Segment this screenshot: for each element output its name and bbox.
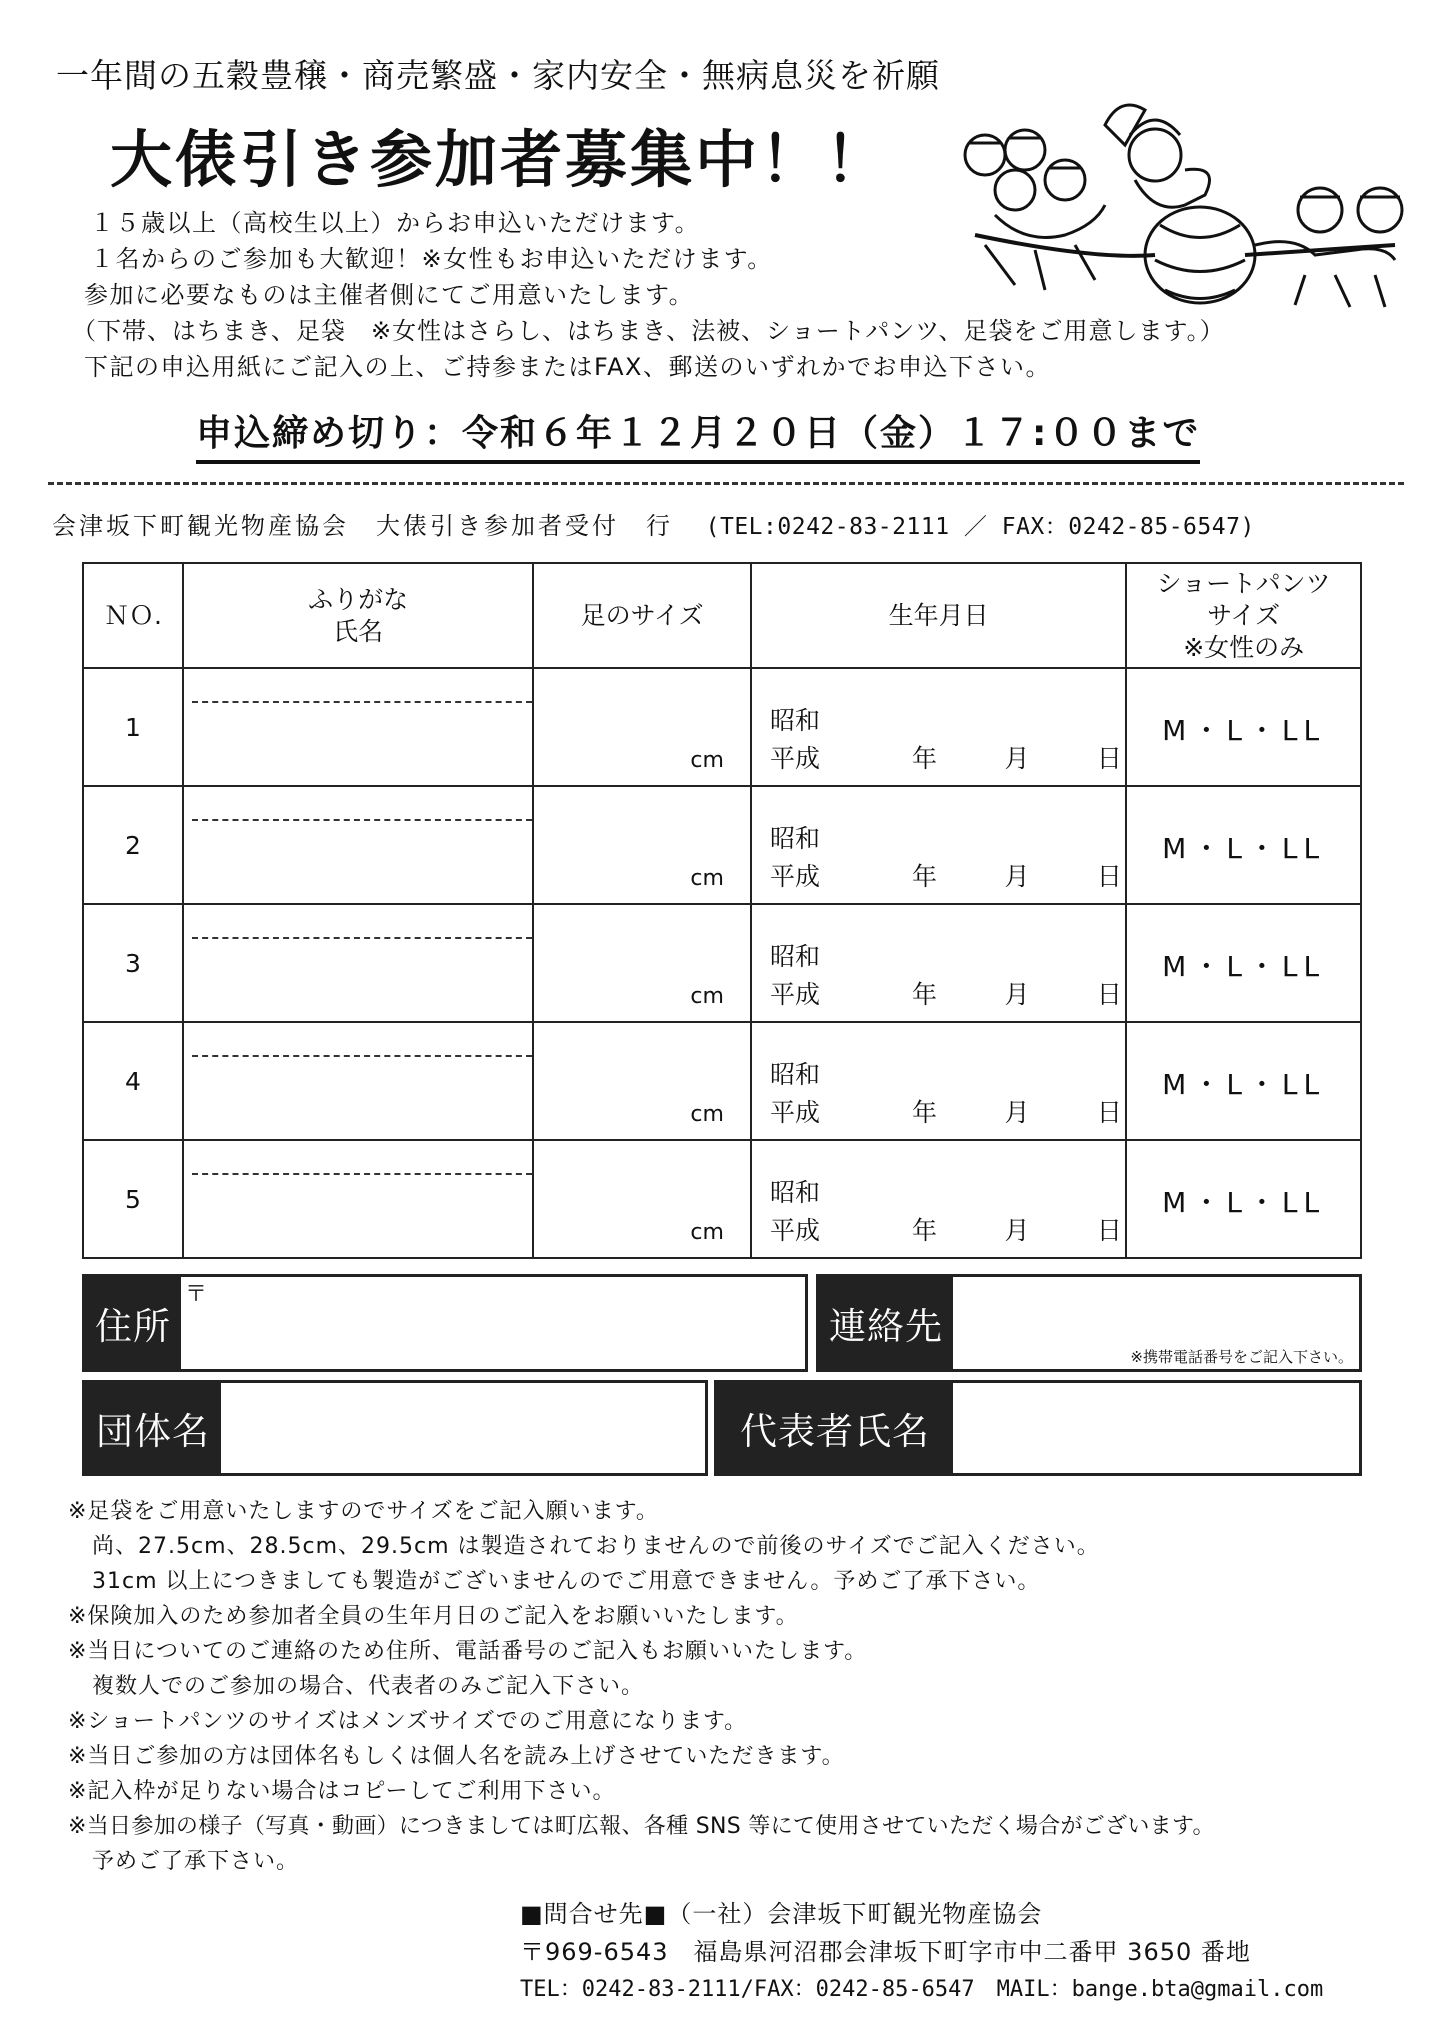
era-heisei: 平成 [769, 980, 820, 1009]
note-line: ※保険加入のため参加者全員の生年月日のご記入をお願いいたします。 [68, 1604, 799, 1629]
table-row [83, 786, 1361, 904]
day-unit: 日 [1096, 1098, 1122, 1127]
group-name-label: 団体名 [85, 1383, 221, 1473]
era-showa: 昭和 [769, 1178, 820, 1207]
contact-field[interactable] [816, 1274, 1362, 1372]
row-number: 5 [83, 1140, 183, 1258]
day-unit: 日 [1096, 862, 1122, 891]
addressee-text: 会津坂下町観光物産協会 大俵引き参加者受付 行 [52, 512, 673, 540]
intro-line: （下帯、はちまき、足袋 ※女性はさらし、はちまき、法被、ショートパンツ、足袋をご用意します。） [72, 317, 1225, 345]
contact-address: 〒969-6543 福島県河沼郡会津坂下町字市中二番甲 3650 番地 [520, 1938, 1251, 1966]
addressee-tel-fax: (TEL:0242-83-2111 ／ FAX：0242-85-6547) [705, 514, 1255, 540]
date-units [912, 739, 1122, 775]
row-number: 3 [83, 904, 183, 1022]
era-showa: 昭和 [769, 824, 820, 853]
note-line: 尚、27.5cm、28.5cm、29.5cm は製造されておりませんので前後のサイズでご記入ください。 [92, 1534, 1100, 1559]
shorts-size-choice-cell[interactable] [1126, 786, 1361, 904]
intro-line: １５歳以上（高校生以上）からお申込いただけます。 [90, 209, 701, 237]
birthdate-input-cell[interactable] [751, 1022, 1126, 1140]
cm-unit: cm [690, 1102, 724, 1127]
note-line: ※当日参加の様子（写真・動画）につきましては町広報、各種 SNS 等にて使用させていただく場合がございます。 [68, 1814, 1215, 1839]
table-row [83, 1140, 1361, 1258]
note-line: ※ショートパンツのサイズはメンズサイズでのご用意になります。 [68, 1709, 748, 1734]
era-heisei: 平成 [769, 744, 820, 773]
cut-line-divider [48, 482, 1404, 485]
note-line: ※当日ご参加の方は団体名もしくは個人名を読み上げさせていただきます。 [68, 1744, 845, 1769]
furigana-divider [192, 1173, 532, 1175]
addressee-line [52, 506, 1255, 541]
era-showa: 昭和 [769, 706, 820, 735]
era-heisei: 平成 [769, 1098, 820, 1127]
month-unit: 月 [1004, 744, 1030, 773]
note-line: 31cm 以上につきましても製造がございませんのでご用意できません。予めご了承下さい。 [92, 1569, 1041, 1594]
foot-size-input-cell[interactable] [533, 668, 751, 786]
row-number: 1 [83, 668, 183, 786]
cm-unit: cm [690, 1220, 724, 1245]
shorts-size-choice-cell[interactable] [1126, 1140, 1361, 1258]
size-options: M・L・LL [1162, 714, 1326, 747]
size-options: M・L・LL [1162, 950, 1326, 983]
address-label: 住所 [85, 1277, 181, 1369]
representative-name-label: 代表者氏名 [717, 1383, 953, 1473]
era-showa: 昭和 [769, 1060, 820, 1089]
group-name-field[interactable] [82, 1380, 708, 1476]
month-unit: 月 [1004, 980, 1030, 1009]
prayer-line: 一年間の五穀豊穣・商売繁盛・家内安全・無病息災を祈願 [56, 56, 940, 95]
shorts-size-choice-cell[interactable] [1126, 1022, 1361, 1140]
intro-line: １名からのご参加も大歓迎！※女性もお申込いただけます。 [90, 245, 773, 273]
year-unit: 年 [911, 980, 937, 1009]
postal-mark: 〒 [185, 1282, 208, 1307]
year-unit: 年 [911, 862, 937, 891]
furigana-divider [192, 1055, 532, 1057]
size-options: M・L・LL [1162, 1186, 1326, 1219]
table-row [83, 668, 1361, 786]
year-unit: 年 [911, 1216, 937, 1245]
furigana-divider [192, 701, 532, 703]
year-unit: 年 [911, 1098, 937, 1127]
day-unit: 日 [1096, 744, 1122, 773]
contact-heading: ■問合せ先■（一社）会津坂下町観光物産協会 [520, 1900, 1043, 1928]
header-shorts-l1: ショートパンツ [1156, 568, 1331, 598]
cm-unit: cm [690, 866, 724, 891]
notes-section [68, 1494, 1215, 1879]
contact-info [520, 1895, 1323, 2009]
header-foot-size: 足のサイズ [533, 563, 751, 668]
birthdate-input-cell[interactable] [751, 668, 1126, 786]
name-input-cell[interactable] [183, 786, 533, 904]
note-line: ※当日についてのご連絡のため住所、電話番号のご記入もお願いいたします。 [68, 1639, 868, 1664]
header-birthdate: 生年月日 [751, 563, 1126, 668]
cm-unit: cm [690, 748, 724, 773]
era-heisei: 平成 [769, 862, 820, 891]
name-input-cell[interactable] [183, 1140, 533, 1258]
contact-note: ※携帯電話番号をご記入下さい。 [1130, 1348, 1353, 1366]
size-options: M・L・LL [1162, 1068, 1326, 1101]
date-units [912, 975, 1122, 1011]
birthdate-input-cell[interactable] [751, 786, 1126, 904]
intro-line: 参加に必要なものは主催者側にてご用意いたします。 [84, 281, 695, 309]
contact-tel-mail: TEL：0242-83-2111/FAX：0242-85-6547 MAIL：bange.bta@gmail.com [520, 1977, 1324, 2002]
birthdate-input-cell[interactable] [751, 1140, 1126, 1258]
address-field[interactable] [82, 1274, 808, 1372]
header-no: ＮＯ. [83, 563, 183, 668]
date-units [912, 1093, 1122, 1129]
note-line: ※記入枠が足りない場合はコピーしてご利用下さい。 [68, 1779, 616, 1804]
table-row [83, 1022, 1361, 1140]
header-furigana: ふりがな [308, 584, 409, 614]
day-unit: 日 [1096, 980, 1122, 1009]
shorts-size-choice-cell[interactable] [1126, 904, 1361, 1022]
birthdate-input-cell[interactable] [751, 904, 1126, 1022]
header-shorts-size [1126, 563, 1361, 668]
header-shorts-l3: ※女性のみ [1183, 632, 1305, 662]
row-number: 4 [83, 1022, 183, 1140]
year-unit: 年 [911, 744, 937, 773]
month-unit: 月 [1004, 1098, 1030, 1127]
foot-size-input-cell[interactable] [533, 1022, 751, 1140]
era-showa: 昭和 [769, 942, 820, 971]
day-unit: 日 [1096, 1216, 1122, 1245]
era-heisei: 平成 [769, 1216, 820, 1245]
table-header-row [83, 563, 1361, 668]
foot-size-input-cell[interactable] [533, 786, 751, 904]
note-line: 予めご了承下さい。 [92, 1849, 300, 1874]
name-input-cell[interactable] [183, 668, 533, 786]
application-table [82, 562, 1362, 1259]
intro-line: 下記の申込用紙にご記入の上、ご持参またはFAX、郵送のいずれかでお申込下さい。 [84, 353, 1051, 381]
table-row [83, 904, 1361, 1022]
name-input-cell[interactable] [183, 904, 533, 1022]
date-units [912, 1211, 1122, 1247]
furigana-divider [192, 819, 532, 821]
name-input-cell[interactable] [183, 1022, 533, 1140]
row-number: 2 [83, 786, 183, 904]
representative-name-field[interactable] [714, 1380, 1362, 1476]
deadline: 申込締め切り：令和６年１２月２０日（金）１７:００まで [196, 405, 1200, 464]
note-line: ※足袋をご用意いたしますのでサイズをご記入願います。 [68, 1499, 659, 1524]
shorts-size-choice-cell[interactable] [1126, 668, 1361, 786]
size-options: M・L・LL [1162, 832, 1326, 865]
header-name [183, 563, 533, 668]
furigana-divider [192, 937, 532, 939]
note-line: 複数人でのご参加の場合、代表者のみご記入下さい。 [92, 1674, 645, 1699]
header-name-label: 氏名 [333, 616, 384, 646]
month-unit: 月 [1004, 862, 1030, 891]
puller-head-icon [965, 135, 1005, 175]
cm-unit: cm [690, 984, 724, 1009]
month-unit: 月 [1004, 1216, 1030, 1245]
contact-label: 連絡先 [819, 1277, 953, 1369]
intro-text [72, 205, 1225, 385]
page-title: 大俵引き参加者募集中！！ [110, 123, 891, 196]
header-shorts-l2: サイズ [1207, 600, 1281, 630]
foot-size-input-cell[interactable] [533, 904, 751, 1022]
foot-size-input-cell[interactable] [533, 1140, 751, 1258]
date-units [912, 857, 1122, 893]
rider-head-icon [1129, 129, 1181, 181]
